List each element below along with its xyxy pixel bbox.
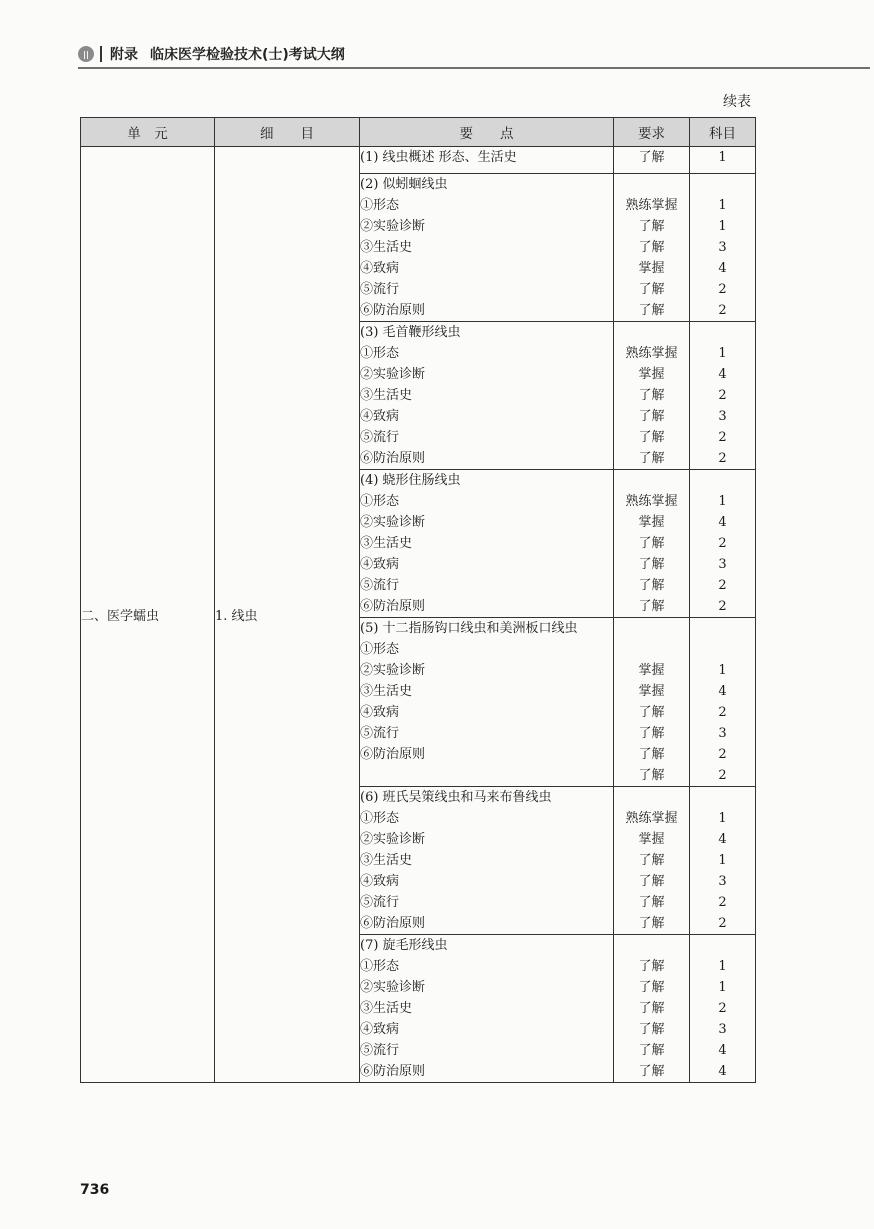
subject-cell (690, 147, 756, 174)
requirement-cell (614, 935, 690, 1083)
subject-value: 1 (718, 219, 727, 234)
points-cell (360, 322, 614, 470)
requirement-value: 了解 (638, 768, 665, 783)
subject-value: 2 (718, 599, 727, 614)
subject-cell (690, 787, 756, 935)
subject-value: 1 (718, 980, 727, 995)
requirement-value: 了解 (638, 747, 665, 762)
subject-value: 2 (718, 303, 727, 318)
requirement-cell (614, 174, 690, 322)
subject-value: 2 (718, 895, 727, 910)
point-item: ②实验诊断 (360, 832, 426, 847)
requirement-value: 了解 (638, 980, 665, 995)
point-item: ④致病 (360, 1022, 400, 1037)
requirement-cell (614, 322, 690, 470)
requirement-value (614, 787, 689, 808)
detail-cell: 1. 线虫 (215, 147, 360, 1083)
subject-value: 2 (718, 768, 727, 783)
requirement-value: 了解 (638, 388, 665, 403)
requirement-value (614, 174, 689, 195)
subject-value: 4 (718, 515, 727, 530)
subject-value: 3 (718, 409, 727, 424)
col-header-detail: 细 目 (215, 118, 360, 147)
subject-value: 2 (718, 1001, 727, 1016)
subject-value (690, 174, 755, 195)
requirement-cell (614, 618, 690, 787)
point-group-title: (2) 似蚓蛔线虫 (360, 177, 448, 192)
requirement-value: 了解 (638, 536, 665, 551)
requirement-value: 熟练掌握 (625, 494, 678, 509)
subject-value: 1 (718, 811, 727, 826)
requirement-value: 了解 (638, 451, 665, 466)
requirement-value: 掌握 (638, 515, 665, 530)
subject-value: 2 (718, 578, 727, 593)
subject-value: 4 (718, 367, 727, 382)
subject-value: 3 (718, 1022, 727, 1037)
points-cell (360, 935, 614, 1083)
point-item: ①形态 (360, 959, 400, 974)
subject-cell (690, 322, 756, 470)
requirement-value: 了解 (638, 874, 665, 889)
requirement-value: 掌握 (638, 684, 665, 699)
requirement-cell (614, 147, 690, 174)
point-item: ⑥防治原则 (360, 1064, 426, 1079)
subject-cell (690, 618, 756, 787)
requirement-value: 熟练掌握 (625, 198, 678, 213)
point-item: ⑥防治原则 (360, 599, 426, 614)
point-item: ④致病 (360, 409, 400, 424)
requirement-value: 熟练掌握 (625, 811, 678, 826)
subject-cell (690, 935, 756, 1083)
requirement-value: 了解 (638, 1001, 665, 1016)
subject-value: 1 (718, 494, 727, 509)
subject-value: 2 (718, 430, 727, 445)
subject-value: 2 (718, 916, 727, 931)
requirement-value: 掌握 (638, 663, 665, 678)
point-item: ⑤流行 (360, 1043, 400, 1058)
subject-value: 4 (718, 261, 727, 276)
syllabus-table (80, 117, 756, 1083)
requirement-value: 了解 (638, 1043, 665, 1058)
subject-value (690, 618, 755, 660)
point-item: ⑤流行 (360, 578, 400, 593)
subject-value: 4 (718, 832, 727, 847)
point-item: ②实验诊断 (360, 367, 426, 382)
requirement-value: 了解 (638, 1064, 665, 1079)
subject-value: 2 (718, 282, 727, 297)
point-group-title: (5) 十二指肠钩口线虫和美洲板口线虫 (360, 621, 578, 636)
col-header-requirement: 要求 (614, 118, 690, 147)
subject-value: 1 (718, 198, 727, 213)
point-item: ③生活史 (360, 388, 413, 403)
point-item: ②实验诊断 (360, 219, 426, 234)
requirement-value: 掌握 (638, 832, 665, 847)
requirement-cell (614, 470, 690, 618)
requirement-value: 了解 (638, 303, 665, 318)
subject-value: 2 (718, 451, 727, 466)
point-item: ①形态 (360, 811, 400, 826)
requirement-value: 了解 (638, 409, 665, 424)
point-item: ⑤流行 (360, 895, 400, 910)
point-item: ③生活史 (360, 536, 413, 551)
requirement-value: 掌握 (638, 261, 665, 276)
subject-value: 4 (718, 684, 727, 699)
subject-value: 4 (718, 1043, 727, 1058)
subject-value: 2 (718, 705, 727, 720)
requirement-cell (614, 787, 690, 935)
requirement-value: 了解 (638, 895, 665, 910)
point-item: ⑤流行 (360, 726, 400, 741)
points-cell (360, 174, 614, 322)
continued-label: 续表 (723, 94, 751, 110)
col-header-unit: 单 元 (81, 118, 215, 147)
requirement-value: 了解 (638, 726, 665, 741)
subject-value (690, 787, 755, 808)
point-item: ③生活史 (360, 240, 413, 255)
header-title: 临床医学检验技术(士)考试大纲 (150, 47, 345, 63)
points-cell (360, 470, 614, 618)
subject-cell (690, 470, 756, 618)
table-header-row (81, 118, 756, 147)
subject-cell (690, 174, 756, 322)
subject-value: 3 (718, 874, 727, 889)
requirement-value: 了解 (638, 150, 665, 165)
subject-value: 3 (718, 726, 727, 741)
point-item: ①形态 (360, 642, 400, 657)
requirement-value: 了解 (638, 240, 665, 255)
point-item: ④致病 (360, 874, 400, 889)
subject-value: 1 (718, 959, 727, 974)
table-row (81, 147, 756, 174)
point-item: ②实验诊断 (360, 663, 426, 678)
subject-value: 1 (718, 150, 727, 165)
point-item: ⑥防治原则 (360, 916, 426, 931)
point-item: ⑤流行 (360, 430, 400, 445)
point-item: ④致病 (360, 705, 400, 720)
subject-value (690, 470, 755, 491)
col-header-points: 要 点 (360, 118, 614, 147)
requirement-value: 了解 (638, 705, 665, 720)
requirement-value: 了解 (638, 959, 665, 974)
page-number: 736 (80, 1182, 110, 1198)
points-cell (360, 147, 614, 174)
requirement-value: 了解 (638, 1022, 665, 1037)
requirement-value: 了解 (638, 916, 665, 931)
header-divider (100, 46, 102, 62)
requirement-value (614, 618, 689, 660)
subject-value: 2 (718, 536, 727, 551)
subject-value: 1 (718, 853, 727, 868)
subject-value: 3 (718, 557, 727, 572)
point-item: ⑤流行 (360, 282, 400, 297)
col-header-subject: 科目 (690, 118, 756, 147)
requirement-value: 了解 (638, 599, 665, 614)
requirement-value (614, 935, 689, 956)
requirement-value (614, 470, 689, 491)
point-group-title: (1) 线虫概述 形态、生活史 (360, 150, 517, 165)
requirement-value: 了解 (638, 219, 665, 234)
subject-value: 2 (718, 747, 727, 762)
points-cell (360, 618, 614, 787)
requirement-value: 了解 (638, 282, 665, 297)
point-item: ①形态 (360, 346, 400, 361)
subject-value: 4 (718, 1064, 727, 1079)
header-appendix-label: 附录 (110, 47, 138, 63)
point-group-title: (7) 旋毛形线虫 (360, 938, 448, 953)
chapter-logo-icon: || (78, 46, 94, 62)
point-item: ③生活史 (360, 1001, 413, 1016)
points-cell (360, 787, 614, 935)
point-item: ①形态 (360, 494, 400, 509)
subject-value (690, 322, 755, 343)
point-group-title: (4) 蛲形住肠线虫 (360, 473, 461, 488)
point-item: ②实验诊断 (360, 515, 426, 530)
point-item: ⑥防治原则 (360, 303, 426, 318)
point-item: ③生活史 (360, 684, 413, 699)
point-item: ③生活史 (360, 853, 413, 868)
point-group-title: (3) 毛首鞭形线虫 (360, 325, 461, 340)
requirement-value (614, 322, 689, 343)
requirement-value: 掌握 (638, 367, 665, 382)
point-item: ②实验诊断 (360, 980, 426, 995)
unit-cell: 二、医学蠕虫 (81, 147, 215, 1083)
header-rule (78, 67, 870, 69)
subject-value: 1 (718, 663, 727, 678)
subject-value: 3 (718, 240, 727, 255)
point-item: ⑥防治原则 (360, 451, 426, 466)
point-item: ④致病 (360, 261, 400, 276)
running-header (78, 40, 870, 68)
subject-value: 1 (718, 346, 727, 361)
point-item: ⑥防治原则 (360, 747, 426, 762)
requirement-value: 了解 (638, 430, 665, 445)
point-group-title: (6) 班氏吴策线虫和马来布鲁线虫 (360, 790, 552, 805)
point-item: ①形态 (360, 198, 400, 213)
point-item: ④致病 (360, 557, 400, 572)
subject-value (690, 935, 755, 956)
subject-value: 2 (718, 388, 727, 403)
requirement-value: 了解 (638, 853, 665, 868)
requirement-value: 了解 (638, 578, 665, 593)
requirement-value: 了解 (638, 557, 665, 572)
requirement-value: 熟练掌握 (625, 346, 678, 361)
